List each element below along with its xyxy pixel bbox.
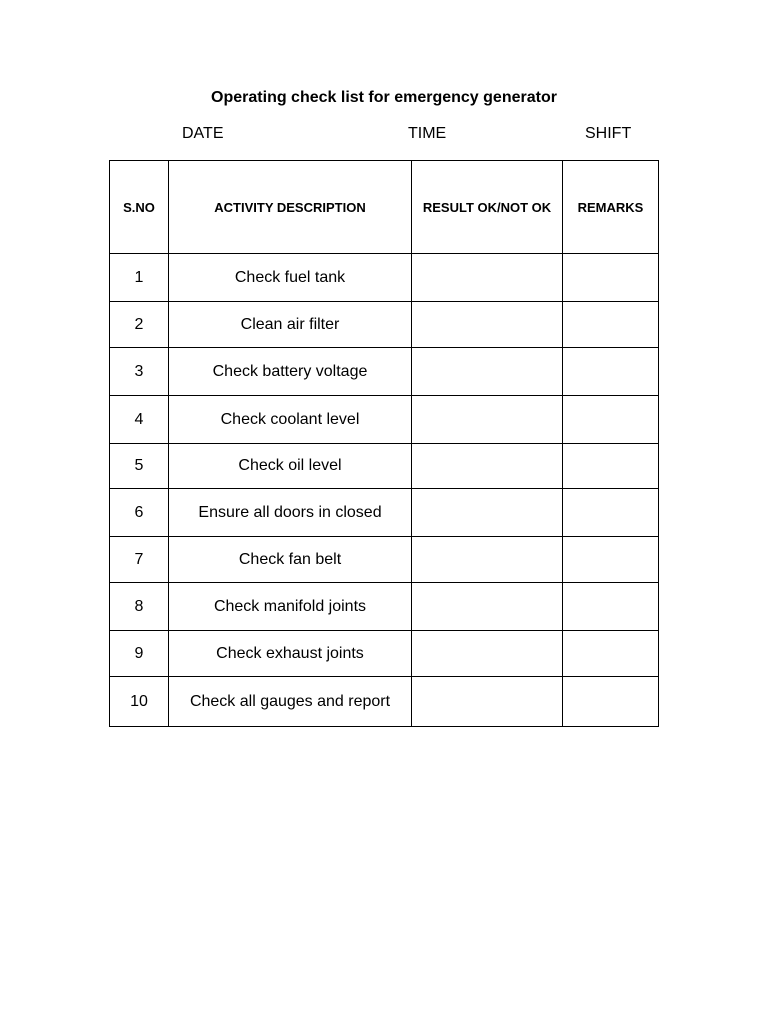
row-remarks-cell[interactable] xyxy=(563,631,659,677)
row-sno: 4 xyxy=(110,396,169,444)
row-result-cell[interactable] xyxy=(412,348,563,396)
time-label: TIME xyxy=(408,125,447,142)
row-sno: 3 xyxy=(110,348,169,396)
table-row xyxy=(110,583,659,631)
row-sno: 5 xyxy=(110,444,169,489)
row-activity: Ensure all doors in closed xyxy=(169,489,412,537)
row-remarks-cell[interactable] xyxy=(563,677,659,727)
row-remarks-cell[interactable] xyxy=(563,583,659,631)
header-activity: ACTIVITY DESCRIPTION xyxy=(169,161,412,254)
row-result-cell[interactable] xyxy=(412,537,563,583)
row-activity: Check oil level xyxy=(169,444,412,489)
row-activity: Clean air filter xyxy=(169,302,412,348)
table-row xyxy=(110,677,659,727)
table-row xyxy=(110,254,659,302)
row-sno: 8 xyxy=(110,583,169,631)
row-remarks-cell[interactable] xyxy=(563,302,659,348)
row-sno: 6 xyxy=(110,489,169,537)
table-row xyxy=(110,396,659,444)
row-sno: 9 xyxy=(110,631,169,677)
row-sno: 7 xyxy=(110,537,169,583)
row-activity: Check fan belt xyxy=(169,537,412,583)
row-result-cell[interactable] xyxy=(412,583,563,631)
row-activity: Check exhaust joints xyxy=(169,631,412,677)
header-row xyxy=(110,161,659,254)
row-activity: Check coolant level xyxy=(169,396,412,444)
row-result-cell[interactable] xyxy=(412,302,563,348)
header-result: RESULT OK/NOT OK xyxy=(412,161,563,254)
row-remarks-cell[interactable] xyxy=(563,348,659,396)
date-label: DATE xyxy=(182,125,224,142)
row-remarks-cell[interactable] xyxy=(563,444,659,489)
row-remarks-cell[interactable] xyxy=(563,254,659,302)
row-result-cell[interactable] xyxy=(412,254,563,302)
table-row xyxy=(110,348,659,396)
row-sno: 1 xyxy=(110,254,169,302)
header-sno: S.NO xyxy=(110,161,169,254)
row-remarks-cell[interactable] xyxy=(563,396,659,444)
row-sno: 2 xyxy=(110,302,169,348)
checklist-table xyxy=(109,160,659,727)
row-activity: Check fuel tank xyxy=(169,254,412,302)
row-result-cell[interactable] xyxy=(412,396,563,444)
table-row xyxy=(110,302,659,348)
table-row xyxy=(110,444,659,489)
row-sno: 10 xyxy=(110,677,169,727)
table-row xyxy=(110,631,659,677)
row-result-cell[interactable] xyxy=(412,677,563,727)
row-activity: Check battery voltage xyxy=(169,348,412,396)
row-result-cell[interactable] xyxy=(412,489,563,537)
table-row xyxy=(110,537,659,583)
header-remarks: REMARKS xyxy=(563,161,659,254)
document-title: Operating check list for emergency generator xyxy=(211,89,557,106)
row-result-cell[interactable] xyxy=(412,631,563,677)
table-row xyxy=(110,489,659,537)
row-remarks-cell[interactable] xyxy=(563,537,659,583)
row-remarks-cell[interactable] xyxy=(563,489,659,537)
row-result-cell[interactable] xyxy=(412,444,563,489)
row-activity: Check manifold joints xyxy=(169,583,412,631)
row-activity: Check all gauges and report xyxy=(169,677,412,727)
shift-label: SHIFT xyxy=(585,125,632,142)
